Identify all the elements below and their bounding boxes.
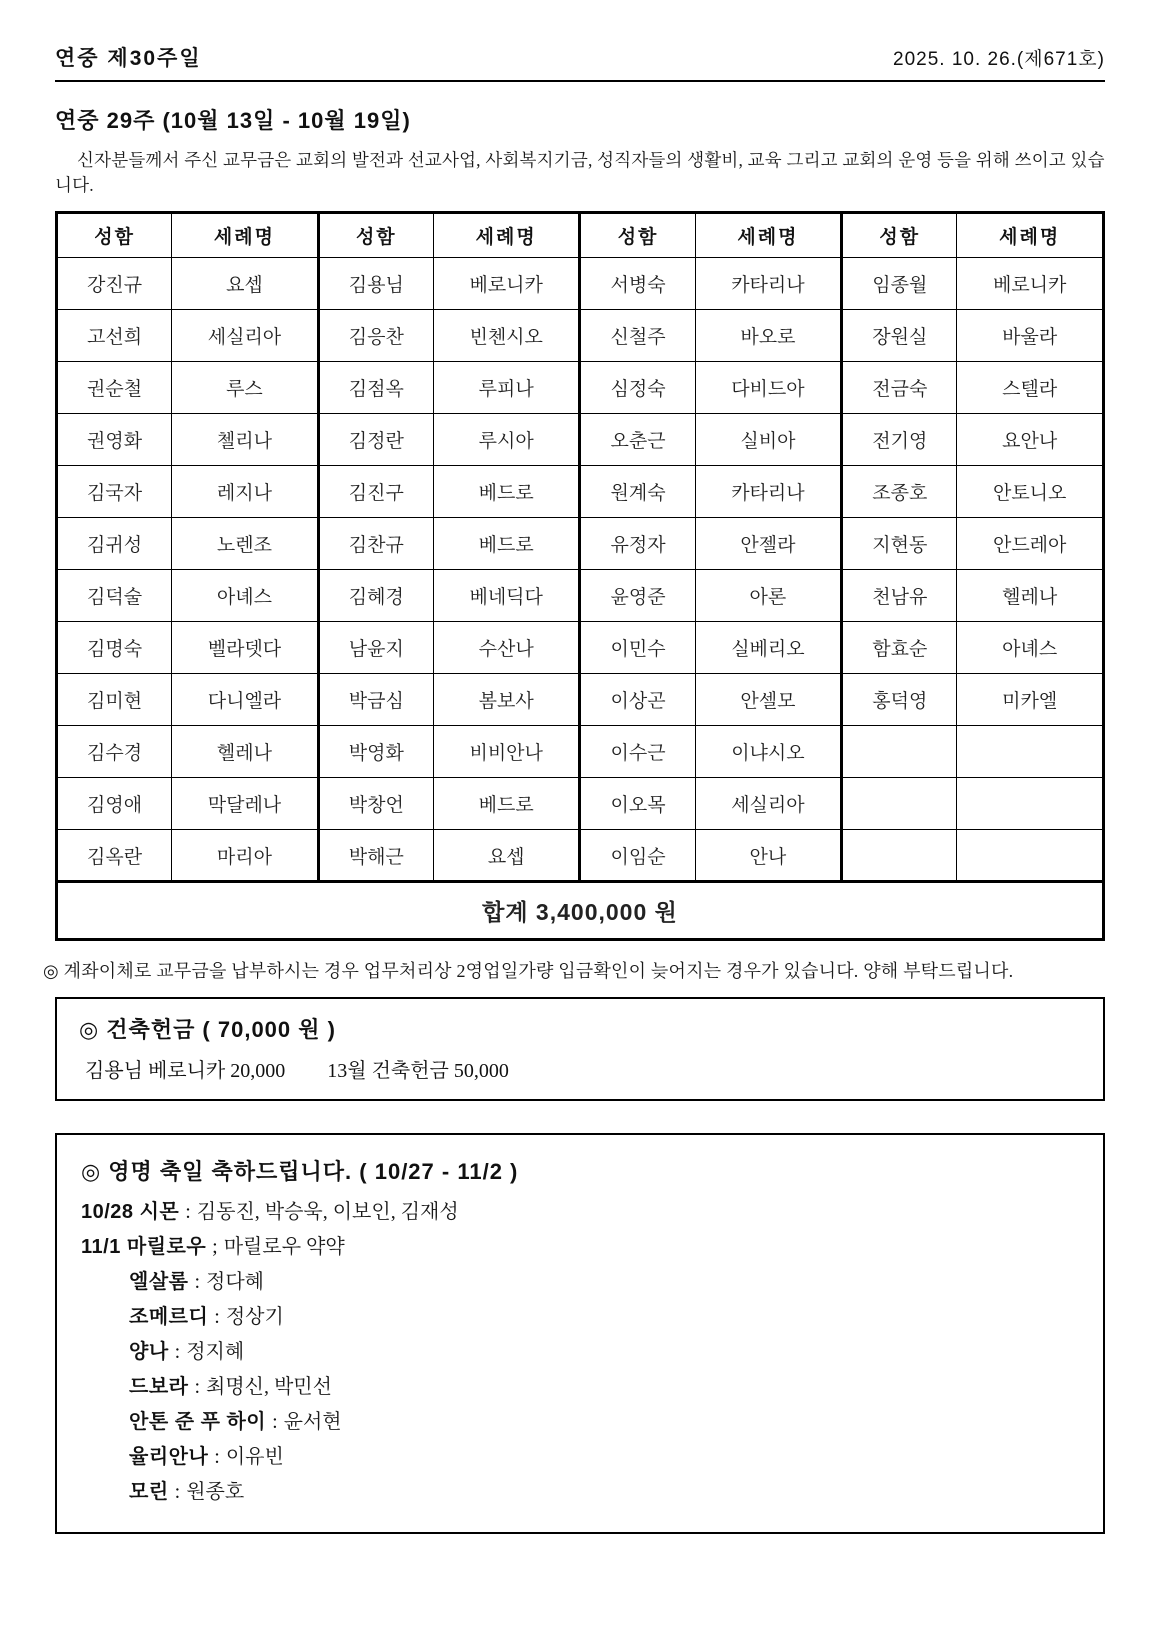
baptismal-name-cell: 비비안나 [433, 726, 580, 778]
name-cell: 천남유 [842, 570, 957, 622]
name-cell: 윤영준 [580, 570, 695, 622]
name-cell: 김점옥 [318, 362, 433, 414]
header-divider [55, 80, 1105, 82]
baptismal-name-cell: 루피나 [433, 362, 580, 414]
baptismal-name-cell: 실비아 [695, 414, 842, 466]
feast-entry-value: 최명신, 박민선 [206, 1376, 332, 1398]
column-header: 세례명 [433, 213, 580, 258]
table-row [57, 726, 1104, 778]
feast-entry-label: 안톤 준 푸 하이 [129, 1411, 267, 1433]
section-title: 연중 29주 (10월 13일 - 10월 19일) [55, 108, 411, 133]
name-cell: 홍덕영 [842, 674, 957, 726]
feast-entry-label: 드보라 [129, 1376, 189, 1398]
building-fund-detail-right: 13월 건축헌금 50,000 [327, 1060, 509, 1082]
baptismal-name-cell: 레지나 [172, 466, 319, 518]
name-cell: 김명숙 [57, 622, 172, 674]
baptismal-name-cell: 다비드아 [695, 362, 842, 414]
baptismal-name-cell: 카타리나 [695, 466, 842, 518]
feast-entry-separator: : [194, 1271, 201, 1293]
table-row [57, 518, 1104, 570]
feast-entry-label: 양나 [129, 1341, 169, 1363]
feast-entry-value: 윤서현 [283, 1411, 342, 1433]
column-header: 세례명 [957, 213, 1104, 258]
feast-entry-separator: : [194, 1376, 201, 1398]
name-cell [842, 726, 957, 778]
feast-days-title: ◎ 영명 축일 축하드립니다. ( 10/27 - 11/2 ) [81, 1159, 519, 1184]
column-header: 세례명 [695, 213, 842, 258]
name-cell: 장원실 [842, 310, 957, 362]
feast-entry-separator: ; [212, 1236, 218, 1258]
name-cell: 오춘근 [580, 414, 695, 466]
baptismal-name-cell: 헬레나 [957, 570, 1104, 622]
name-cell: 박창언 [318, 778, 433, 830]
name-cell [842, 830, 957, 882]
name-cell: 김진구 [318, 466, 433, 518]
transfer-note: ◎ 계좌이체로 교무금을 납부하시는 경우 업무처리상 2영업일가량 입금확인이 늦어지는 경우가 있습니다. 양해 부탁드립니다. [43, 961, 1014, 981]
baptismal-name-cell: 베로니카 [433, 258, 580, 310]
baptismal-name-cell: 이냐시오 [695, 726, 842, 778]
baptismal-name-cell: 루시아 [433, 414, 580, 466]
feast-entry-value: 김동진, 박승욱, 이보인, 김재성 [196, 1201, 459, 1223]
feast-day-entry [81, 1235, 1079, 1259]
baptismal-name-cell: 베드로 [433, 518, 580, 570]
name-cell: 김용님 [318, 258, 433, 310]
feast-entry-separator: : [174, 1481, 181, 1503]
name-cell: 원계숙 [580, 466, 695, 518]
baptismal-name-cell: 베드로 [433, 778, 580, 830]
name-cell: 신철주 [580, 310, 695, 362]
name-cell: 이수근 [580, 726, 695, 778]
name-cell: 김수경 [57, 726, 172, 778]
table-row [57, 622, 1104, 674]
building-fund-title: ◎ 건축헌금 ( 70,000 원 ) [79, 1017, 336, 1042]
baptismal-name-cell: 카타리나 [695, 258, 842, 310]
page-header-title: 연중 제30주일 [55, 47, 202, 70]
column-header: 성함 [842, 213, 957, 258]
feast-day-entry [81, 1445, 1079, 1469]
page-header-date: 2025. 10. 26.(제671호) [893, 49, 1105, 70]
feast-entry-separator: : [272, 1411, 278, 1433]
name-cell: 전기영 [842, 414, 957, 466]
baptismal-name-cell: 요안나 [957, 414, 1104, 466]
baptismal-name-cell: 베네딕다 [433, 570, 580, 622]
feast-day-entry [81, 1410, 1079, 1434]
baptismal-name-cell: 실베리오 [695, 622, 842, 674]
feast-entry-label: 엘살롬 [129, 1271, 189, 1293]
name-cell: 박해근 [318, 830, 433, 882]
name-cell: 김혜경 [318, 570, 433, 622]
name-cell: 이임순 [580, 830, 695, 882]
baptismal-name-cell: 빈첸시오 [433, 310, 580, 362]
name-cell: 김찬규 [318, 518, 433, 570]
feast-entry-value: 정지혜 [186, 1341, 245, 1363]
feast-entry-value: 마릴로우 약약 [223, 1236, 345, 1258]
baptismal-name-cell [957, 778, 1104, 830]
name-cell: 김영애 [57, 778, 172, 830]
table-row [57, 414, 1104, 466]
name-cell: 조종호 [842, 466, 957, 518]
name-cell: 임종월 [842, 258, 957, 310]
baptismal-name-cell [957, 726, 1104, 778]
baptismal-name-cell: 막달레나 [172, 778, 319, 830]
name-cell: 박금심 [318, 674, 433, 726]
name-cell: 강진규 [57, 258, 172, 310]
baptismal-name-cell [957, 830, 1104, 882]
feast-entry-separator: : [185, 1201, 191, 1223]
feast-entry-value: 정다혜 [206, 1271, 264, 1293]
feast-day-entry [81, 1480, 1079, 1504]
baptismal-name-cell: 베로니카 [957, 258, 1104, 310]
name-cell: 김국자 [57, 466, 172, 518]
baptismal-name-cell: 아녜스 [957, 622, 1104, 674]
baptismal-name-cell: 루스 [172, 362, 319, 414]
name-cell: 김덕술 [57, 570, 172, 622]
name-cell: 김귀성 [57, 518, 172, 570]
building-fund-detail [79, 1054, 1081, 1083]
baptismal-name-cell: 요셉 [172, 258, 319, 310]
table-total-row [57, 882, 1104, 940]
donation-table [55, 211, 1105, 941]
name-cell: 지현동 [842, 518, 957, 570]
column-header: 성함 [580, 213, 695, 258]
baptismal-name-cell: 안셀모 [695, 674, 842, 726]
table-total: 합계 3,400,000 원 [57, 882, 1104, 940]
building-fund-box [55, 997, 1105, 1101]
baptismal-name-cell: 바오로 [695, 310, 842, 362]
name-cell: 김미현 [57, 674, 172, 726]
table-row [57, 830, 1104, 882]
baptismal-name-cell: 안토니오 [957, 466, 1104, 518]
name-cell: 전금숙 [842, 362, 957, 414]
baptismal-name-cell: 미카엘 [957, 674, 1104, 726]
feast-day-entry [81, 1270, 1079, 1294]
name-cell: 고선희 [57, 310, 172, 362]
feast-day-entry [81, 1375, 1079, 1399]
table-row [57, 674, 1104, 726]
feast-entry-separator: : [174, 1341, 181, 1363]
section-description: 신자분들께서 주신 교무금은 교회의 발전과 선교사업, 사회복지기금, 성직자들의 생활비, 교육 그리고 교회의 운영 등을 위해 쓰이고 있습니다. [55, 150, 1105, 195]
table-row [57, 362, 1104, 414]
baptismal-name-cell: 헬레나 [172, 726, 319, 778]
name-cell: 김응찬 [318, 310, 433, 362]
name-cell: 이상곤 [580, 674, 695, 726]
feast-entry-label: 조메르디 [129, 1306, 209, 1328]
name-cell: 박영화 [318, 726, 433, 778]
feast-day-entry [81, 1305, 1079, 1329]
name-cell: 남윤지 [318, 622, 433, 674]
name-cell: 김정란 [318, 414, 433, 466]
name-cell: 함효순 [842, 622, 957, 674]
baptismal-name-cell: 세실리아 [695, 778, 842, 830]
feast-entry-separator: : [214, 1306, 220, 1328]
feast-day-entry [81, 1340, 1079, 1364]
name-cell: 이오목 [580, 778, 695, 830]
feast-days-list [81, 1200, 1079, 1504]
baptismal-name-cell: 안나 [695, 830, 842, 882]
feast-entry-value: 정상기 [225, 1306, 284, 1328]
baptismal-name-cell: 세실리아 [172, 310, 319, 362]
name-cell: 이민수 [580, 622, 695, 674]
table-row [57, 258, 1104, 310]
feast-entry-separator: : [214, 1446, 220, 1468]
feast-entry-label: 11/1 마릴로우 [81, 1236, 207, 1258]
feast-day-entry [81, 1200, 1079, 1224]
baptismal-name-cell: 안드레아 [957, 518, 1104, 570]
baptismal-name-cell: 아론 [695, 570, 842, 622]
name-cell [842, 778, 957, 830]
baptismal-name-cell: 봄보사 [433, 674, 580, 726]
name-cell: 권순철 [57, 362, 172, 414]
baptismal-name-cell: 아녜스 [172, 570, 319, 622]
baptismal-name-cell: 바울라 [957, 310, 1104, 362]
baptismal-name-cell: 스텔라 [957, 362, 1104, 414]
baptismal-name-cell: 안젤라 [695, 518, 842, 570]
feast-days-box [55, 1133, 1105, 1534]
page-header [55, 42, 1105, 72]
table-row [57, 570, 1104, 622]
table-row [57, 778, 1104, 830]
table-body [57, 258, 1104, 882]
name-cell: 심정숙 [580, 362, 695, 414]
table-row [57, 310, 1104, 362]
name-cell: 서병숙 [580, 258, 695, 310]
name-cell: 권영화 [57, 414, 172, 466]
baptismal-name-cell: 마리아 [172, 830, 319, 882]
baptismal-name-cell: 요셉 [433, 830, 580, 882]
name-cell: 김옥란 [57, 830, 172, 882]
building-fund-detail-left: 김용님 베로니카 20,000 [85, 1060, 286, 1082]
name-cell: 유정자 [580, 518, 695, 570]
column-header: 성함 [318, 213, 433, 258]
baptismal-name-cell: 베드로 [433, 466, 580, 518]
baptismal-name-cell: 첼리나 [172, 414, 319, 466]
feast-entry-value: 이유빈 [225, 1446, 284, 1468]
feast-entry-value: 원종호 [186, 1481, 245, 1503]
feast-entry-label: 율리안나 [129, 1446, 209, 1468]
table-header-row [57, 213, 1104, 258]
table-row [57, 466, 1104, 518]
feast-entry-label: 10/28 시몬 [81, 1201, 180, 1223]
baptismal-name-cell: 노렌조 [172, 518, 319, 570]
baptismal-name-cell: 수산나 [433, 622, 580, 674]
feast-entry-label: 모린 [129, 1481, 169, 1503]
column-header: 성함 [57, 213, 172, 258]
baptismal-name-cell: 다니엘라 [172, 674, 319, 726]
baptismal-name-cell: 벨라뎃다 [172, 622, 319, 674]
column-header: 세례명 [172, 213, 319, 258]
